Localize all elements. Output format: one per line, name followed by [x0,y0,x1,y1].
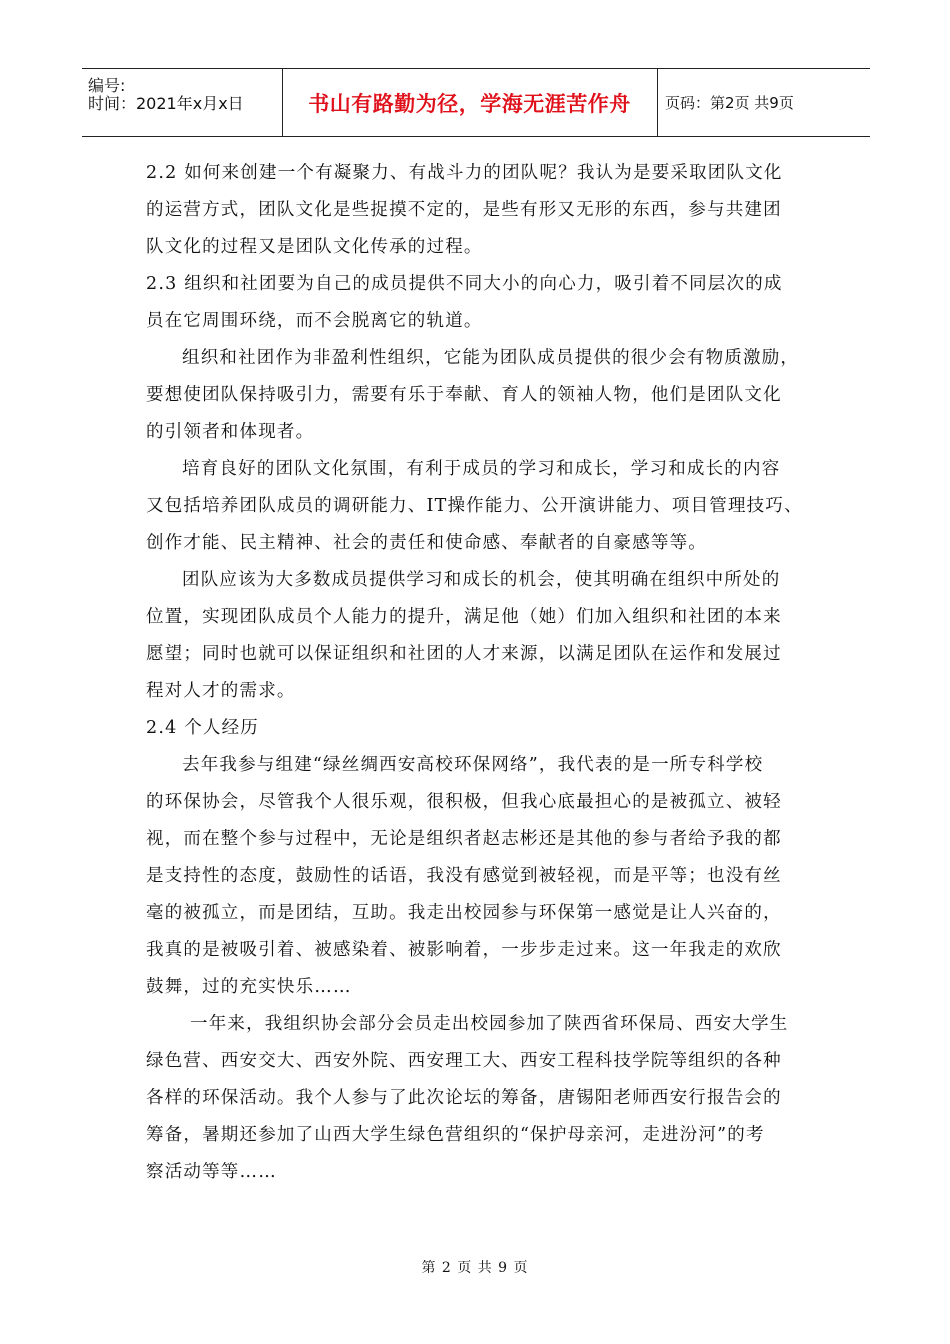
header-meta [88,69,280,136]
text-line: 团队应该为大多数成员提供学习和成长的机会，使其明确在组织中所处的 [182,570,781,590]
text-line: 2.2 如何来创建一个有凝聚力、有战斗力的团队呢？我认为是要采取团队文化 [146,163,783,183]
text-line: 察活动等等…… [146,1162,277,1182]
text-line: 鼓舞，过的充实快乐…… [146,977,352,997]
text-line: 组织和社团作为非盈利性组织，它能为团队成员提供的很少会有物质激励， [182,348,800,368]
text-line: 2.4 个人经历 [146,718,259,738]
text-line: 是支持性的态度，鼓励性的话语，我没有感觉到被轻视，而是平等；也没有丝 [146,866,782,886]
text-line: 培育良好的团队文化氛围，有利于成员的学习和成长，学习和成长的内容 [182,459,781,479]
page-footer: 第 2 页 共 9 页 [421,1260,529,1276]
text-line: 创作才能、民主精神、社会的责任和使命感、奉献者的自豪感等等。 [146,533,707,553]
text-line: 的环保协会，尽管我个人很乐观，很积极，但我心底最担心的是被孤立、被轻 [146,792,782,812]
text-line: 各样的环保活动。我个人参与了此次论坛的筹备，唐锡阳老师西安行报告会的 [146,1088,782,1108]
text-line: 程对人才的需求。 [146,681,296,701]
header-motto: 书山有路勤为径，学海无涯苦作舟 [308,91,631,116]
text-line: 毫的被孤立，而是团结，互助。我走出校园参与环保第一感觉是让人兴奋的， [146,903,782,923]
text-line: 要想使团队保持吸引力，需要有乐于奉献、育人的领袖人物，他们是团队文化 [146,385,782,405]
text-line: 员在它周围环绕，而不会脱离它的轨道。 [146,311,483,331]
text-line: 筹备，暑期还参加了山西大学生绿色营组织的“保护母亲河，走进汾河”的考 [146,1125,765,1145]
text-line: 2.3 组织和社团要为自己的成员提供不同大小的向心力，吸引着不同层次的成 [146,274,783,294]
text-line: 位置，实现团队成员个人能力的提升，满足他（她）们加入组织和社团的本来 [146,607,782,627]
text-line: 去年我参与组建“绿丝绸西安高校环保网络”，我代表的是一所专科学校 [182,755,764,775]
document-header [82,68,870,137]
text-line: 一年来，我组织协会部分会员走出校园参加了陕西省环保局、西安大学生 [190,1014,789,1034]
text-line: 我真的是被吸引着、被感染着、被影响着，一步步走过来。这一年我走的欢欣 [146,940,782,960]
text-line: 又包括培养团队成员的调研能力、IT操作能力、公开演讲能力、项目管理技巧、 [146,496,803,516]
text-line: 绿色营、西安交大、西安外院、西安理工大、西安工程科技学院等组织的各种 [146,1051,782,1071]
text-line: 视，而在整个参与过程中，无论是组织者赵志彬还是其他的参与者给予我的都 [146,829,782,849]
header-page-info: 页码：第2页 共9页 [665,94,794,112]
doc-time-label: 时间：2021年x月x日 [88,94,244,113]
document-body [146,155,816,1191]
header-divider [657,69,658,136]
text-line: 的引领者和体现者。 [146,422,315,442]
text-line: 的运营方式，团队文化是些捉摸不定的，是些有形又无形的东西，参与共建团 [146,200,782,220]
text-line: 队文化的过程又是团队文化传承的过程。 [146,237,483,257]
doc-code-label: 编号: [88,76,126,95]
text-line: 愿望；同时也就可以保证组织和社团的人才来源，以满足团队在运作和发展过 [146,644,782,664]
